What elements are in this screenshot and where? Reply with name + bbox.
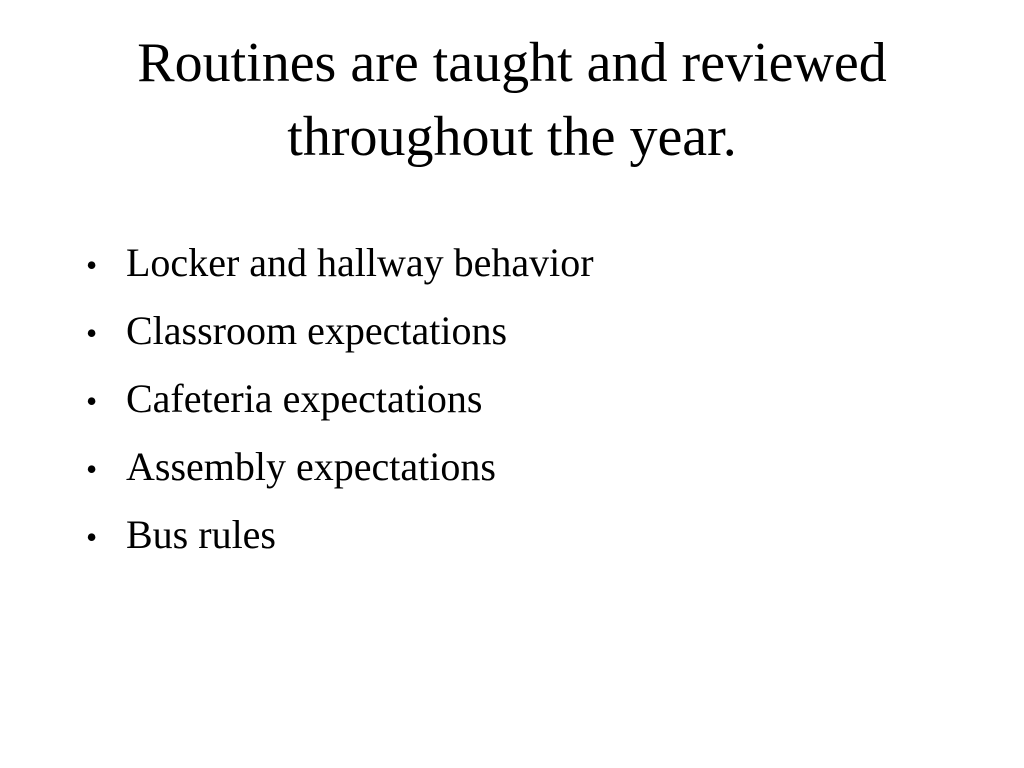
bullet-icon: • [86, 451, 98, 487]
bullet-item [86, 502, 594, 570]
bullet-icon: • [86, 519, 98, 555]
slide-title: Routines are taught and reviewed throughout the year. [137, 32, 887, 168]
bullet-text: Bus rules [126, 512, 276, 557]
bullet-list [86, 230, 594, 570]
bullet-text: Cafeteria expectations [126, 376, 483, 421]
bullet-icon: • [86, 247, 98, 283]
bullet-item [86, 434, 594, 502]
bullet-item [86, 366, 594, 434]
bullet-text: Assembly expectations [126, 444, 496, 489]
bullet-text: Locker and hallway behavior [126, 240, 594, 285]
bullet-text: Classroom expectations [126, 308, 508, 353]
bullet-item [86, 298, 594, 366]
bullet-icon: • [86, 383, 98, 419]
bullet-item [86, 230, 594, 298]
bullet-icon: • [86, 315, 98, 351]
